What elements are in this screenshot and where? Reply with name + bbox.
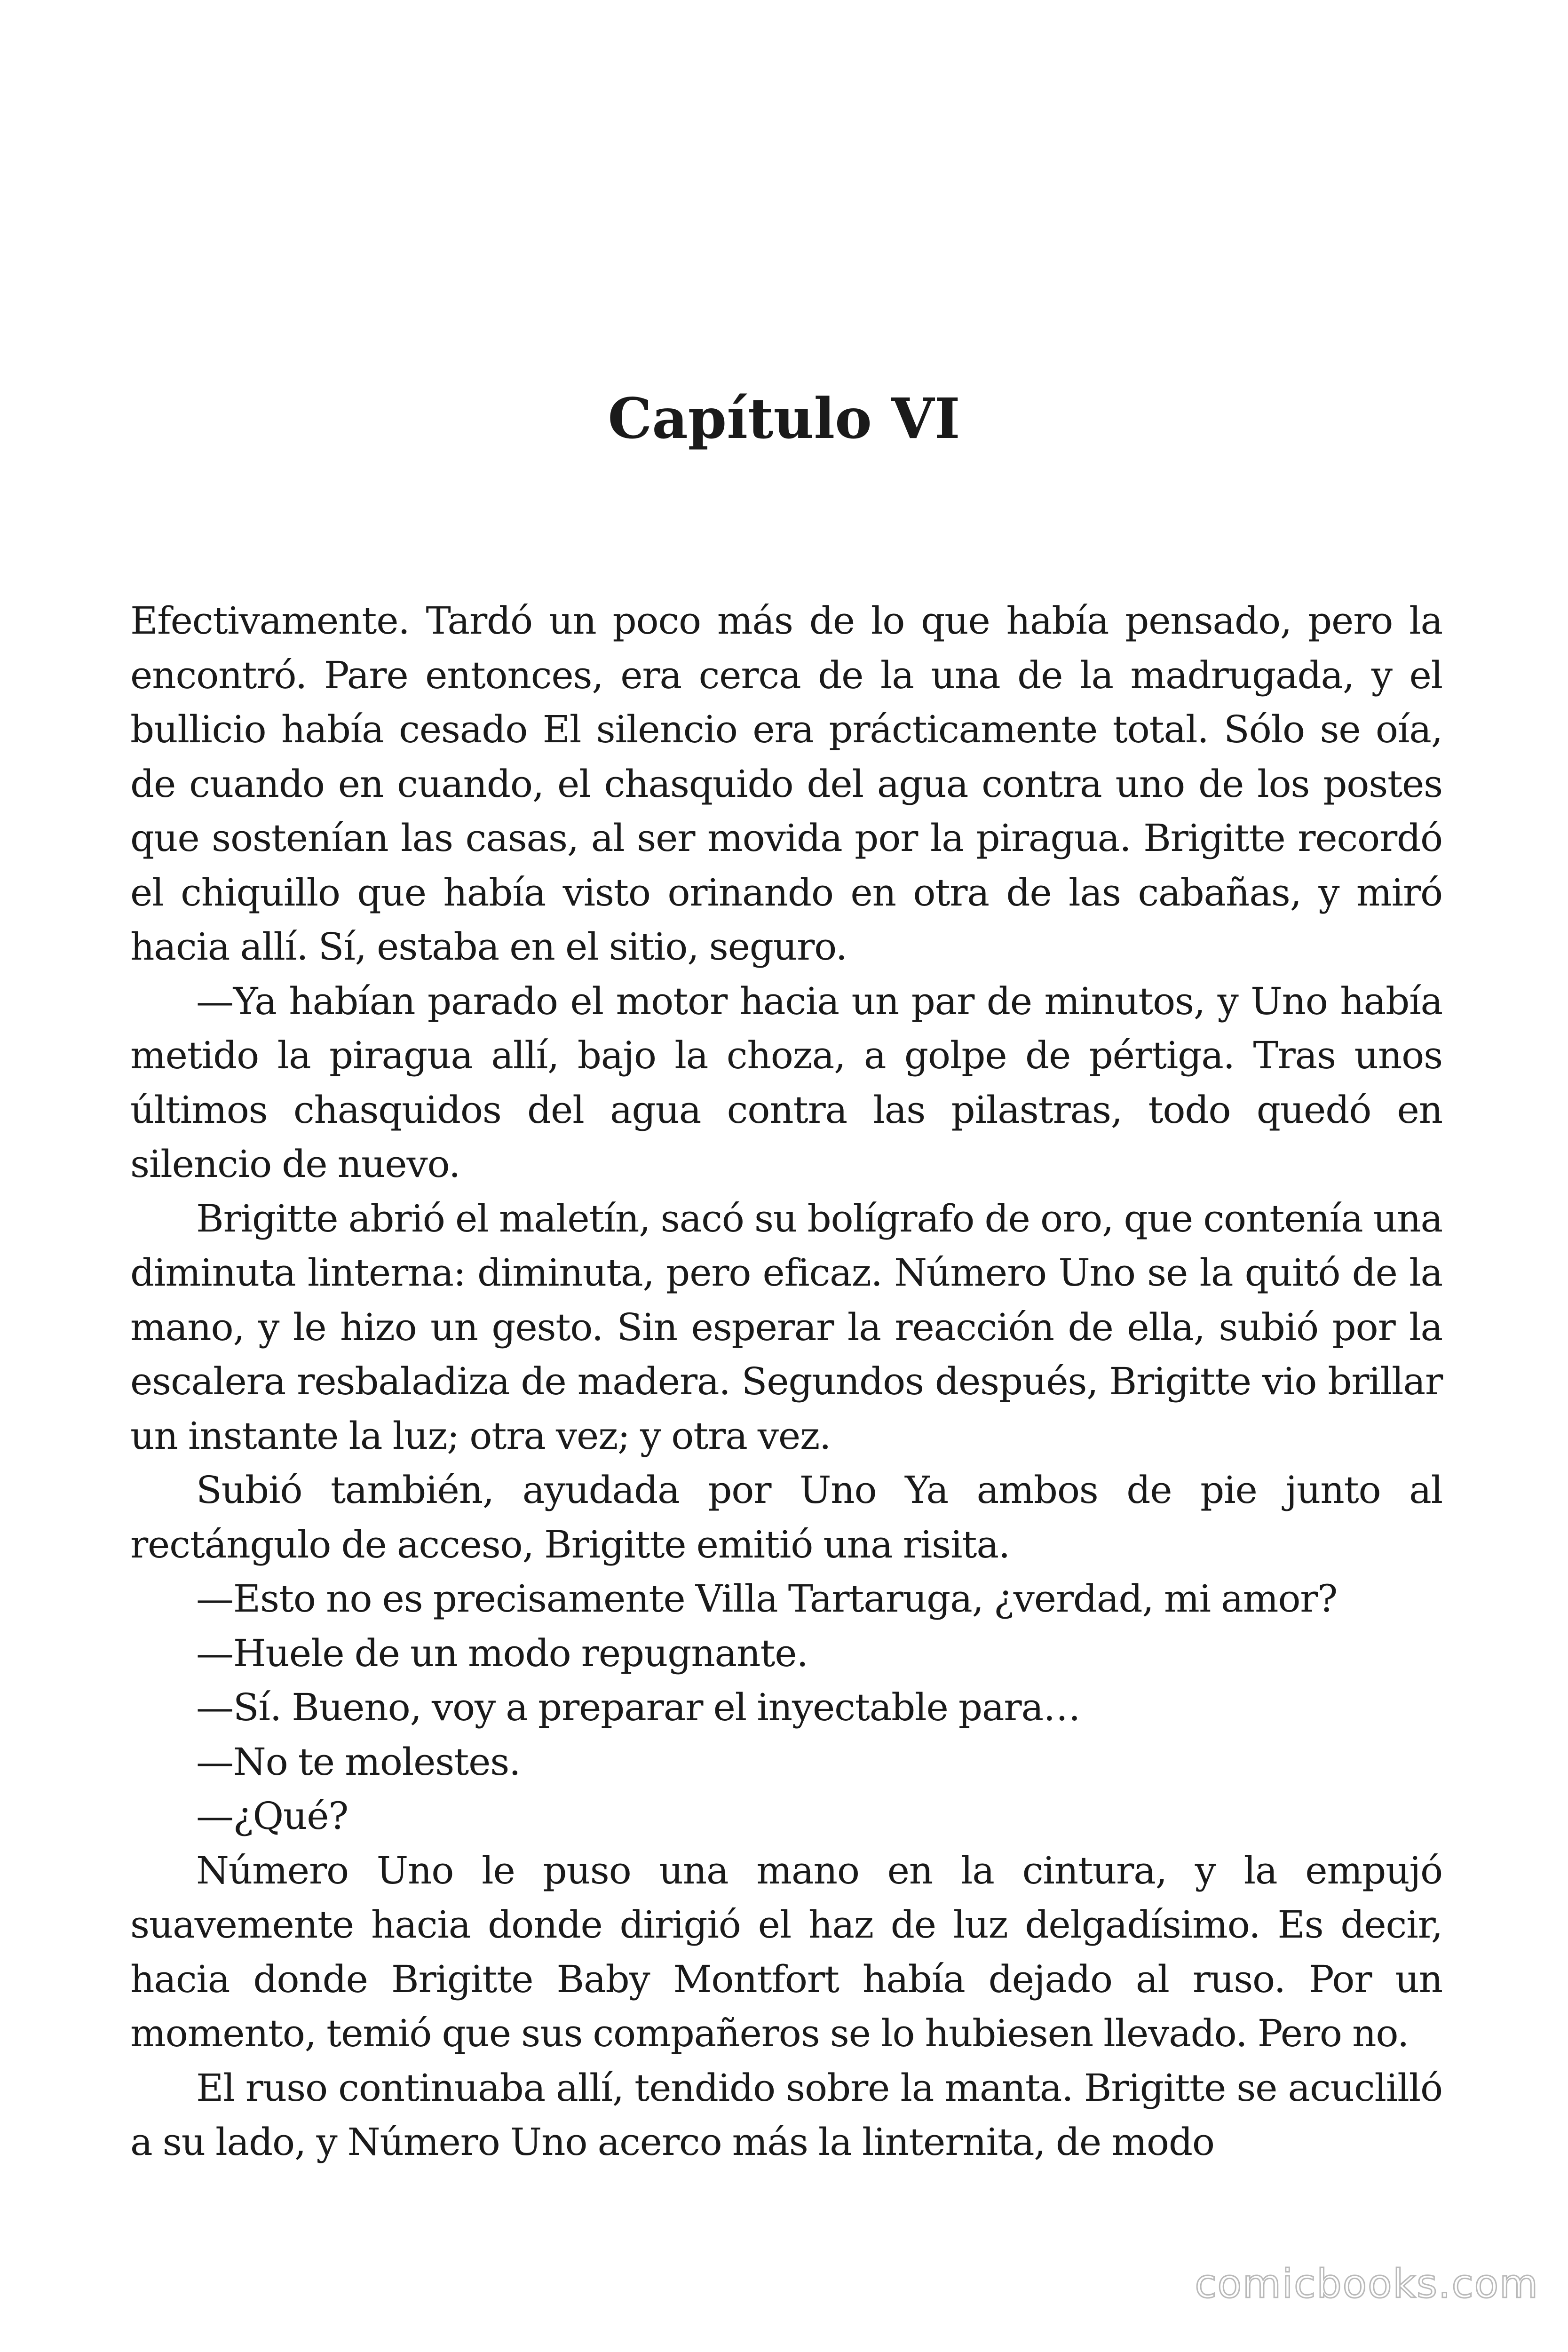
paragraph-5: Número Uno le puso una mano en la cintura, y la empujó suavemente hacia donde dirigió el haz de luz delgadísimo. Es decir, hacia donde Brigitte Baby Montfort había dejado al ruso. Por un momento, temió que sus compañeros se lo hubiesen llevado. Pero no. (130, 1848, 1442, 2055)
dialogue-line-4: —No te molestes. (196, 1740, 521, 1784)
dialogue-line-2: —Huele de un modo repugnante. (196, 1631, 808, 1675)
dialogue-line-5: —¿Qué? (196, 1794, 348, 1838)
chapter-title: Capítulo VI (608, 386, 960, 451)
paragraph-4: Subió también, ayudada por Uno Ya ambos de pie junto al rectángulo de acceso, Brigitte emitió una risita. (130, 1468, 1442, 1566)
dialogue-line-1: —Esto no es precisamente Villa Tartaruga, ¿verdad, mi amor? (196, 1577, 1338, 1621)
paragraph-3: Brigitte abrió el maletín, sacó su bolígrafo de oro, que contenía una diminuta linterna: diminuta, pero eficaz. Número Uno se la quitó de la mano, y le hizo un gesto. Sin esperar la reacción de ella, subió por la escalera resbaladiza de madera. Segundos después, Brigitte vio brillar un instante la luz; otra vez; y otra vez. (130, 1196, 1442, 1458)
dialogue-line-3: —Sí. Bueno, voy a preparar el inyectable para… (196, 1685, 1080, 1729)
paragraph-1: Efectivamente. Tardó un poco más de lo que había pensado, pero la encontró. Pare entonces, era cerca de la una de la madrugada, y el bullicio había cesado El silencio era prácticamente total. Sólo se oía, de cuando en cuando, el chasquido del agua contra uno de los postes que sostenían las casas, al ser movida por la piragua. Brigitte recordó el chiquillo que había visto orinando en otra de las cabañas, y miró hacia allí. Sí, estaba en el sitio, seguro. (130, 599, 1442, 969)
chapter-body (130, 594, 1442, 2169)
watermark: comicbooks.com (1195, 2261, 1539, 2307)
paragraph-6: El ruso continuaba allí, tendido sobre la manta. Brigitte se acuclilló a su lado, y Número Uno acerco más la linternita, de modo (130, 2066, 1442, 2164)
paragraph-2: —Ya habían parado el motor hacia un par de minutos, y Uno había metido la piragua allí, bajo la choza, a golpe de pértiga. Tras unos últimos chasquidos del agua contra las pilastras, todo quedó en silencio de nuevo. (130, 979, 1442, 1186)
